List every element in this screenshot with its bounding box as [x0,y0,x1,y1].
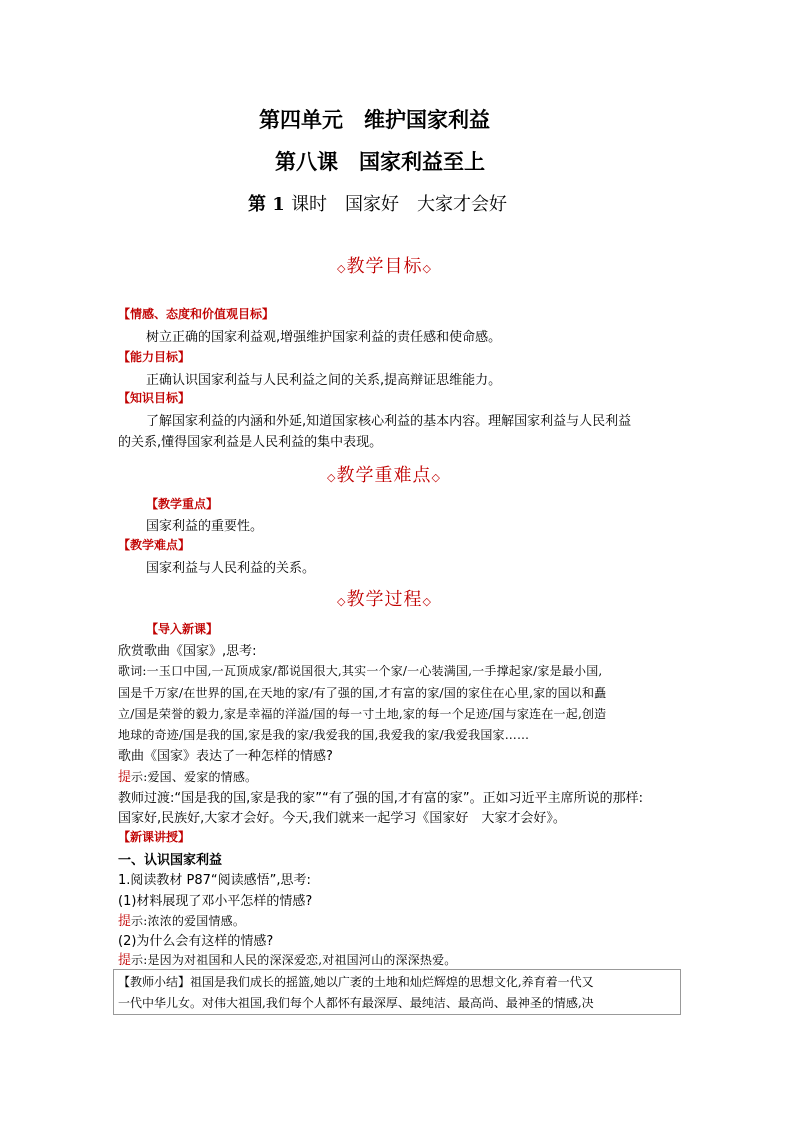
difficulty-label: 【教学难点】 [118,538,191,552]
lesson-title: 第八课 国家利益至上 [275,150,485,174]
section-heading-text: 教学重难点 [336,465,432,486]
part-one-heading: 一、认识国家利益 [118,853,223,868]
question-1: 歌曲《国家》表达了一种怎样的情感? [118,749,333,764]
ability-goal-label: 【能力目标】 [118,350,191,364]
hint-key: 提 [118,914,132,929]
diamond-icon: ◇ [337,262,347,275]
emotion-goal-label: 【情感、态度和价值观目标】 [118,307,275,321]
section-heading-text: 教学目标 [346,256,423,277]
focus-text: 国家利益的重要性。 [146,519,264,534]
lyrics-line-1: 歌词:一玉口中国,一瓦顶成家/都说国很大,其实一个家/一心装满国,一手撑起家/家是最小国, [118,664,603,678]
section-heading-key-points [327,461,441,487]
summary-text-1: 祖国是我们成长的摇篮,她以广袤的土地和灿烂辉煌的思想文化,养育着一代又 [190,975,594,989]
intro-text: 欣赏歌曲《国家》,思考: [118,644,257,659]
section-heading-process [337,585,432,611]
summary-line-2: 一代中华儿女。对伟大祖国,我们每个人都怀有最深厚、最纯洁、最高尚、最神圣的情感,决 [118,996,594,1010]
transition-line-1: 教师过渡:“国是我的国,家是我的家”“有了强的国,才有富的家”。正如习近平主席所说的那样: [118,791,643,806]
knowledge-goal-label: 【知识目标】 [118,391,191,405]
ability-goal-text: 正确认识国家利益与人民利益之间的关系,提高辩证思维能力。 [146,373,502,388]
hint-key: 提 [118,770,132,785]
focus-label: 【教学重点】 [146,497,219,511]
intro-label: 【导入新课】 [146,622,219,636]
summary-line-1 [118,973,594,990]
diamond-icon: ◇ [422,262,432,275]
period-title-text: 课时 国家好 大家才会好 [291,194,508,215]
knowledge-goal-text-2: 的关系,懂得国家利益是人民利益的集中表现。 [118,435,383,450]
lyrics-line-4: 地球的奇迹/国是我的国,家是我的家/我爱我的国,我爱我的家/我爱我国家…… [118,728,530,742]
diamond-icon: ◇ [337,595,347,608]
sub-question-2: (2)为什么会有这样的情感? [118,934,274,949]
section-heading-goals [337,252,432,278]
period-number: 第 1 [248,194,292,215]
summary-label: 【教师小结】 [118,975,191,989]
diamond-icon: ◇ [327,471,337,484]
reading-task: 1.阅读教材 P87“阅读感悟”,思考: [118,873,311,888]
diamond-icon: ◇ [422,595,432,608]
hint-text: 示:浓浓的爱国情感。 [131,914,246,928]
section-heading-text: 教学过程 [346,589,423,610]
hint-text: 示:爱国、爱家的情感。 [131,770,258,784]
difficulty-text: 国家利益与人民利益的关系。 [146,561,316,576]
emotion-goal-text: 树立正确的国家利益观,增强维护国家利益的责任感和使命感。 [146,330,502,345]
sub-question-1: (1)材料展现了邓小平怎样的情感? [118,894,313,909]
knowledge-goal-text-1: 了解国家利益的内涵和外延,知道国家核心利益的基本内容。理解国家利益与人民利益 [146,414,632,429]
new-lesson-label: 【新课讲授】 [118,830,191,844]
lyrics-line-3: 立/国是荣誉的毅力,家是幸福的洋溢/国的每一寸土地,家的每一个足迹/国与家连在一起,创造 [118,707,607,721]
unit-title: 第四单元 维护国家利益 [259,108,490,132]
transition-line-2: 国家好,民族好,大家才会好。今天,我们就来一起学习《国家好 大家才会好》。 [118,811,566,826]
hint-text: 示:是因为对祖国和人民的深深爱恋,对祖国河山的深深热爱。 [131,953,457,967]
hint-key: 提 [118,953,132,968]
period-title [248,190,507,216]
lyrics-line-2: 国是千万家/在世界的国,在天地的家/有了强的国,才有富的家/国的家住在心里,家的国以和矗 [118,686,607,700]
hint-3 [118,949,456,968]
teacher-summary-box [113,969,681,1015]
hint-1 [118,766,257,785]
diamond-icon: ◇ [431,471,441,484]
hint-2 [118,910,245,929]
